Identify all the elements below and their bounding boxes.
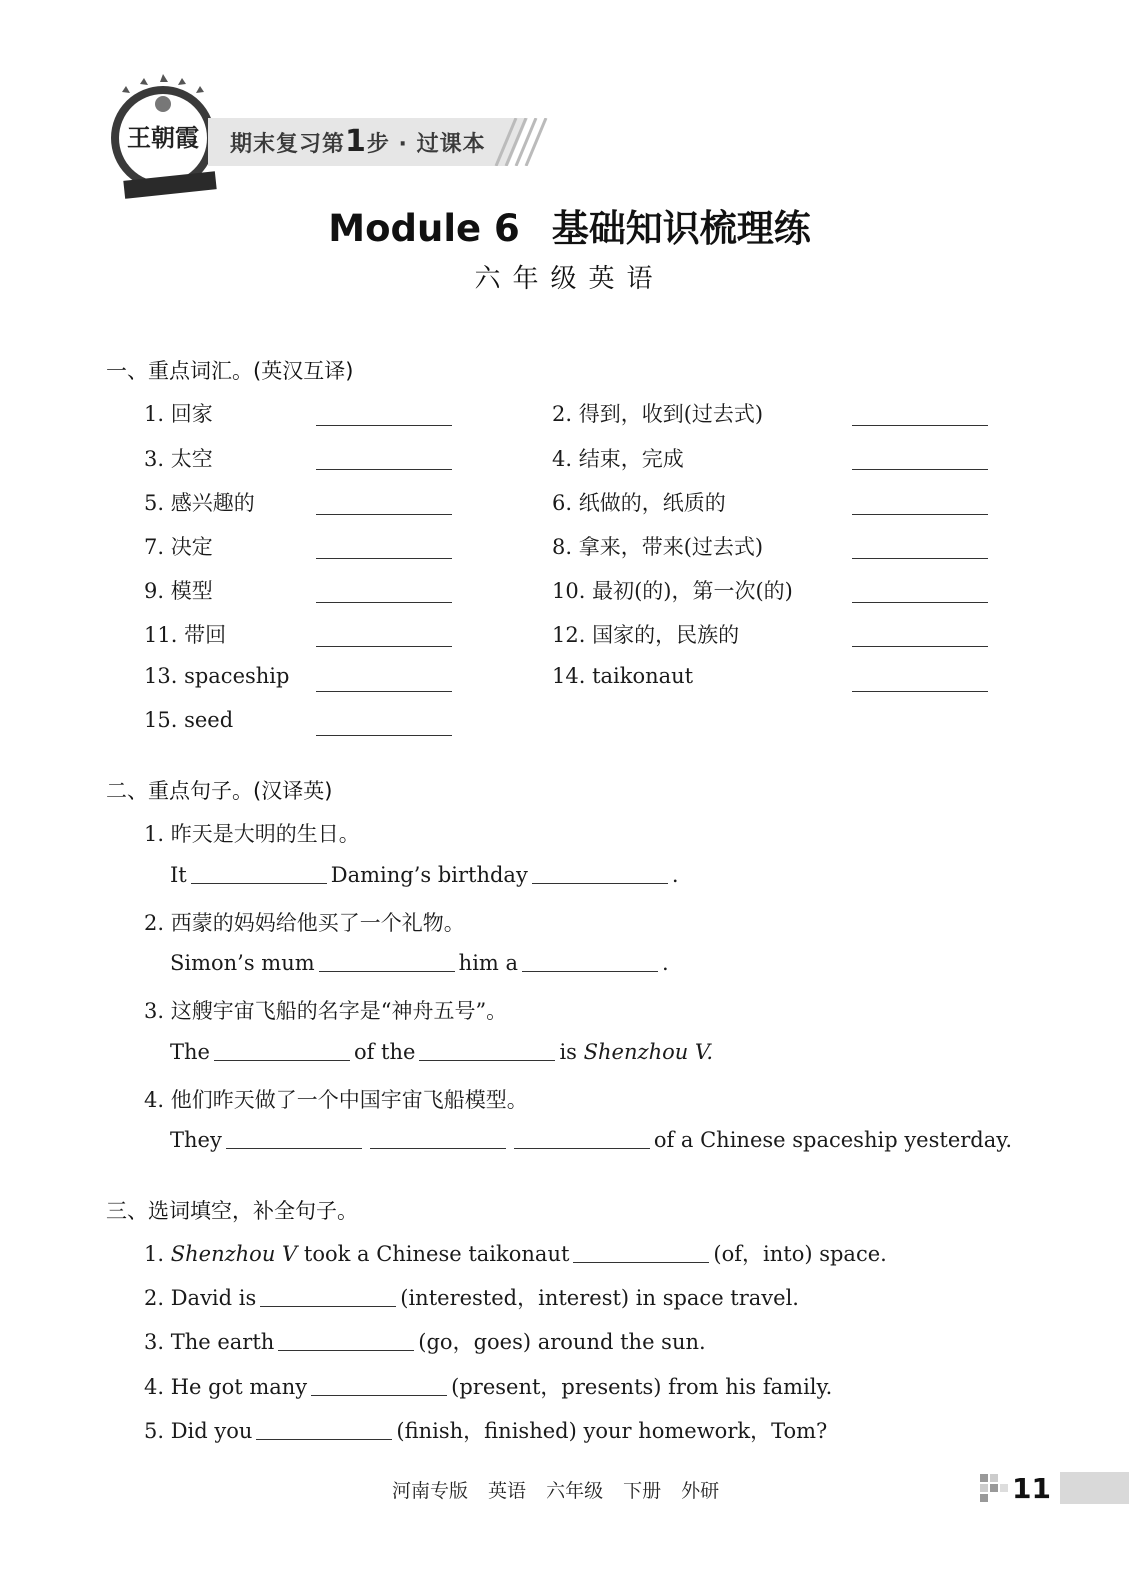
page-title bbox=[0, 198, 1139, 252]
fill-sentence: 4. He got many (present，presents) from his family. bbox=[144, 1375, 833, 1399]
answer-blank[interactable] bbox=[311, 1377, 447, 1396]
vocab-item: 13. spaceship bbox=[144, 664, 290, 688]
page-subtitle: 六年级英语 bbox=[474, 264, 665, 294]
answer-blank[interactable] bbox=[226, 1130, 362, 1149]
sentence-prompt: 4. 他们昨天做了一个中国宇宙飞船模型。 bbox=[144, 1088, 528, 1112]
fill-sentence: 1. Shenzhou V took a Chinese taikonaut (of，into) space. bbox=[144, 1242, 887, 1266]
vocab-item: 10. 最初(的)，第一次(的) bbox=[552, 579, 793, 603]
vocab-blank[interactable] bbox=[316, 558, 452, 559]
vocab-item: 9. 模型 bbox=[144, 579, 213, 603]
logo-text: 王朝霞 bbox=[127, 123, 199, 152]
answer-blank[interactable] bbox=[514, 1130, 650, 1149]
vocab-item: 4. 结束，完成 bbox=[552, 447, 684, 471]
vocab-blank[interactable] bbox=[316, 735, 452, 736]
vocab-item: 12. 国家的，民族的 bbox=[552, 623, 740, 647]
banner-post: 步 · 过课本 bbox=[366, 132, 486, 157]
page-number-bar bbox=[1060, 1472, 1129, 1504]
answer-blank[interactable] bbox=[573, 1244, 709, 1263]
answer-blank[interactable] bbox=[532, 865, 668, 884]
title-module: Module 6 bbox=[328, 207, 520, 250]
answer-blank[interactable] bbox=[319, 953, 455, 972]
sentence-answer: It Daming’s birthday . bbox=[170, 863, 679, 887]
answer-blank[interactable] bbox=[522, 953, 658, 972]
vocab-item: 15. seed bbox=[144, 708, 234, 732]
vocab-item: 11. 带回 bbox=[144, 623, 227, 647]
brand-logo bbox=[104, 72, 222, 200]
vocab-item: 3. 太空 bbox=[144, 447, 213, 471]
vocab-blank[interactable] bbox=[852, 514, 988, 515]
vocab-blank[interactable] bbox=[316, 469, 452, 470]
section2-heading: 二、重点句子。(汉译英) bbox=[106, 779, 333, 803]
vocab-item: 2. 得到，收到(过去式) bbox=[552, 402, 764, 426]
fill-sentence: 3. The earth (go，goes) around the sun. bbox=[144, 1330, 706, 1354]
page-number: 11 bbox=[1012, 1472, 1051, 1505]
section3-heading: 三、选词填空，补全句子。 bbox=[106, 1199, 358, 1223]
vocab-item: 1. 回家 bbox=[144, 402, 213, 426]
vocab-blank[interactable] bbox=[316, 602, 452, 603]
vocab-blank[interactable] bbox=[316, 691, 452, 692]
fill-sentence: 5. Did you (finish，finished) your homework，Tom? bbox=[144, 1419, 828, 1443]
vocab-blank[interactable] bbox=[316, 425, 452, 426]
vocab-blank[interactable] bbox=[852, 469, 988, 470]
sentence-answer: They of a Chinese spaceship yesterday. bbox=[170, 1128, 1013, 1152]
answer-blank[interactable] bbox=[419, 1042, 555, 1061]
answer-blank[interactable] bbox=[214, 1042, 350, 1061]
vocab-blank[interactable] bbox=[852, 691, 988, 692]
vocab-blank[interactable] bbox=[852, 646, 988, 647]
answer-blank[interactable] bbox=[191, 865, 327, 884]
vocab-blank[interactable] bbox=[852, 602, 988, 603]
banner-pre: 期末复习第 bbox=[230, 132, 346, 157]
vocab-item: 6. 纸做的，纸质的 bbox=[552, 491, 726, 515]
vocab-blank[interactable] bbox=[852, 558, 988, 559]
title-cn: 基础知识梳理练 bbox=[551, 207, 811, 250]
sentence-prompt: 1. 昨天是大明的生日。 bbox=[144, 822, 360, 846]
sentence-answer: The of the is Shenzhou V. bbox=[170, 1040, 714, 1064]
sentence-prompt: 2. 西蒙的妈妈给他买了一个礼物。 bbox=[144, 911, 465, 935]
fill-sentence: 2. David is (interested，interest) in space travel. bbox=[144, 1286, 799, 1310]
section1-heading: 一、重点词汇。(英汉互译) bbox=[106, 359, 354, 383]
vocab-blank[interactable] bbox=[852, 425, 988, 426]
banner-label bbox=[230, 124, 486, 159]
vocab-item: 14. taikonaut bbox=[552, 664, 694, 688]
footer-edition: 河南专版 英语 六年级 下册 外研 bbox=[392, 1480, 720, 1502]
sentence-prompt: 3. 这艘宇宙飞船的名字是“神舟五号”。 bbox=[144, 999, 508, 1023]
vocab-item: 7. 决定 bbox=[144, 535, 213, 559]
answer-blank[interactable] bbox=[278, 1332, 414, 1351]
page-deco bbox=[980, 1472, 1010, 1506]
vocab-blank[interactable] bbox=[316, 646, 452, 647]
vocab-item: 5. 感兴趣的 bbox=[144, 491, 255, 515]
vocab-blank[interactable] bbox=[316, 514, 452, 515]
vocab-item: 8. 拿来，带来(过去式) bbox=[552, 535, 764, 559]
answer-blank[interactable] bbox=[370, 1130, 506, 1149]
answer-blank[interactable] bbox=[256, 1421, 392, 1440]
banner-step-number: 1 bbox=[345, 124, 367, 159]
sentence-answer: Simon’s mum him a . bbox=[170, 951, 669, 975]
answer-blank[interactable] bbox=[260, 1288, 396, 1307]
